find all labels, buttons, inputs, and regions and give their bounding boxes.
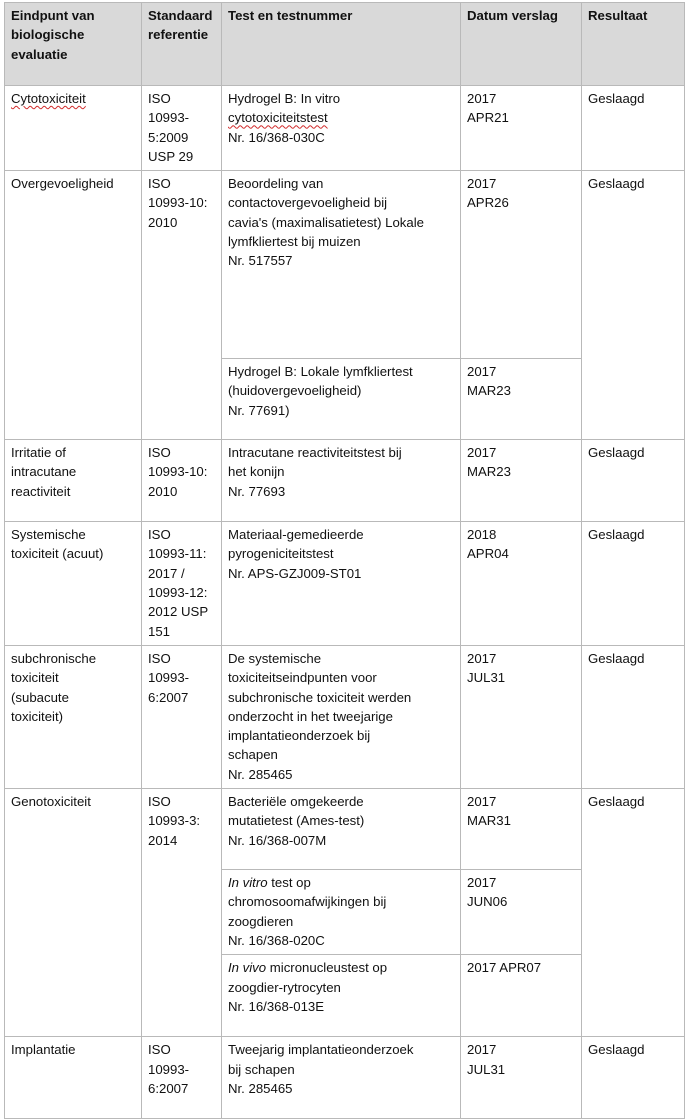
date-cell: 2017 MAR23 xyxy=(461,440,582,522)
test-cell: In vivo micronucleustest op zoogdier-rytrocyten Nr. 16/368-013E xyxy=(222,955,461,1037)
standard-cell: ISO 10993-10: 2010 xyxy=(142,171,222,440)
test-cell: Intracutane reactiviteitstest bij het konijn Nr. 77693 xyxy=(222,440,461,522)
standard-cell: ISO 10993-3: 2014 xyxy=(142,789,222,1037)
table-row xyxy=(5,171,685,359)
date-cell: 2017 MAR23 xyxy=(461,359,582,440)
header-test: Test en testnummer xyxy=(222,3,461,86)
test-cell: De systemische toxiciteitseindpunten voor subchronische toxiciteit werden onderzocht in het tweejarige implantatieonderzoek bij schapen Nr. 285465 xyxy=(222,645,461,788)
date-cell: 2017 APR26 xyxy=(461,171,582,359)
endpoint-cell: Overgevoeligheid xyxy=(5,171,142,440)
header-standard: Standaard referentie xyxy=(142,3,222,86)
date-cell: 2017 MAR31 xyxy=(461,789,582,870)
date-cell: 2017 APR21 xyxy=(461,86,582,171)
test-cell: Hydrogel B: Lokale lymfkliertest (huidovergevoeligheid) Nr. 77691) xyxy=(222,359,461,440)
table-row xyxy=(5,789,685,870)
date-cell: 2017 JUL31 xyxy=(461,1037,582,1119)
standard-cell: ISO 10993-11: 2017 / 10993-12: 2012 USP 151 xyxy=(142,522,222,646)
test-cell: Bacteriële omgekeerde mutatietest (Ames-test) Nr. 16/368-007M xyxy=(222,789,461,870)
test-cell: Beoordeling van contactovergevoeligheid bij cavia's (maximalisatietest) Lokale lymfkliertest bij muizen Nr. 517557 xyxy=(222,171,461,359)
biological-evaluation-table xyxy=(4,2,685,1119)
test-cell: Hydrogel B: In vitro cytotoxiciteitstest Nr. 16/368-030C xyxy=(222,86,461,171)
table-row xyxy=(5,86,685,171)
result-cell: Geslaagd xyxy=(582,171,685,440)
standard-cell: ISO 10993- 6:2007 xyxy=(142,645,222,788)
standard-cell: ISO 10993-10: 2010 xyxy=(142,440,222,522)
date-cell: 2017 APR07 xyxy=(461,955,582,1037)
header-date: Datum verslag xyxy=(461,3,582,86)
endpoint-cell: subchronische toxiciteit (subacute toxiciteit) xyxy=(5,645,142,788)
result-cell: Geslaagd xyxy=(582,522,685,646)
date-cell: 2017 JUL31 xyxy=(461,645,582,788)
result-cell: Geslaagd xyxy=(582,440,685,522)
table-row xyxy=(5,440,685,522)
endpoint-cell: Genotoxiciteit xyxy=(5,789,142,1037)
result-cell: Geslaagd xyxy=(582,789,685,1037)
result-cell: Geslaagd xyxy=(582,645,685,788)
result-cell: Geslaagd xyxy=(582,1037,685,1119)
endpoint-cell: Systemische toxiciteit (acuut) xyxy=(5,522,142,646)
table-row xyxy=(5,522,685,646)
standard-cell: ISO 10993- 6:2007 xyxy=(142,1037,222,1119)
table-row xyxy=(5,645,685,788)
endpoint-cell: Implantatie xyxy=(5,1037,142,1119)
date-cell: 2017 JUN06 xyxy=(461,870,582,955)
header-endpoint: Eindpunt van biologische evaluatie xyxy=(5,3,142,86)
header-result: Resultaat xyxy=(582,3,685,86)
endpoint-cell: Cytotoxiciteit xyxy=(5,86,142,171)
endpoint-cell: Irritatie of intracutane reactiviteit xyxy=(5,440,142,522)
test-cell: Materiaal-gemedieerde pyrogeniciteitstest Nr. APS-GZJ009-ST01 xyxy=(222,522,461,646)
result-cell: Geslaagd xyxy=(582,86,685,171)
test-cell: Tweejarig implantatieonderzoek bij schapen Nr. 285465 xyxy=(222,1037,461,1119)
test-cell: In vitro test op chromosoomafwijkingen bij zoogdieren Nr. 16/368-020C xyxy=(222,870,461,955)
table-row xyxy=(5,1037,685,1119)
date-cell: 2018 APR04 xyxy=(461,522,582,646)
header-row xyxy=(5,3,685,86)
standard-cell: ISO 10993- 5:2009 USP 29 xyxy=(142,86,222,171)
